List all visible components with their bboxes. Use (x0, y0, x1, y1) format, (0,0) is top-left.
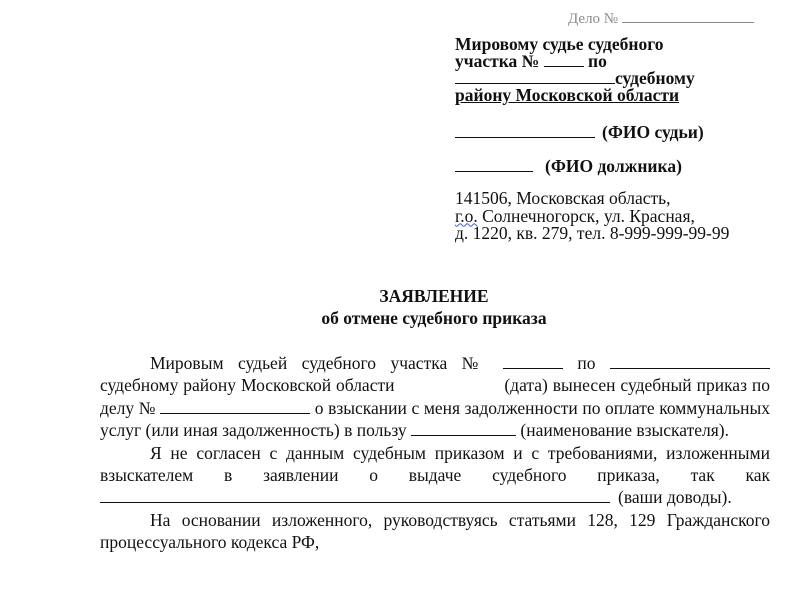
case-number-body-blank[interactable] (160, 399, 310, 414)
p1-date-text: (дата) вынесен судебный приказ по делу № (100, 375, 771, 418)
judge-name-blank[interactable] (455, 124, 595, 138)
judge-name-label: (ФИО судьи) (602, 122, 704, 142)
court-number-blank[interactable] (503, 354, 563, 369)
p2-arguments-label: (ваши доводы). (618, 487, 732, 508)
debtor-name-label: (ФИО должника) (545, 156, 682, 176)
addressee-area-suffix: судебному (615, 68, 695, 88)
judicial-area-blank[interactable] (455, 70, 615, 84)
document-body (100, 352, 770, 554)
p2-disagree-text: Я не согласен с данным судебным приказом и с требованиями, изложенными взыскателем в заявлении о выдаче судебного приказа, так как (100, 442, 770, 486)
p1-claimant-label: (наименование взыскателя). (520, 420, 730, 441)
address-line-1: 141506, Московская область, (455, 188, 671, 208)
debtor-name-line (455, 156, 682, 177)
document-subtitle: об отмене судебного приказа (321, 308, 547, 328)
debtor-address (455, 190, 729, 243)
addressee-line-4: району Московской области (455, 85, 680, 105)
addressee-line-1: Мировому судье судебного (455, 34, 664, 54)
p1-region-text: судебному району Московской области (100, 375, 395, 396)
court-area-blank[interactable] (610, 354, 770, 369)
address-city: Солнечногорск, ул. Красная, (477, 205, 695, 226)
addressee-district-prefix: участка № (455, 51, 540, 71)
addressee-district-suffix: по (588, 51, 607, 71)
case-number-blank[interactable] (622, 9, 754, 23)
addressee-block (455, 36, 785, 104)
p1-by-text: по (577, 353, 596, 373)
address-go-abbrev: г.о. (455, 205, 478, 226)
paragraph-3 (100, 509, 770, 554)
p1-court-text: Мировым судьей судебного участка № (150, 353, 489, 373)
address-line-3: д. 1220, кв. 279, тел. 8-999-999-99-99 (455, 223, 730, 243)
arguments-blank[interactable] (100, 488, 610, 503)
p3-basis-text: На основании изложенного, руководствуясь статьями 128, 129 Гражданского процессуального кодекса РФ, (100, 509, 770, 553)
case-number-label: Дело № (568, 11, 619, 27)
judge-name-line (455, 122, 704, 143)
paragraph-1 (100, 352, 770, 442)
order-date-blank[interactable] (399, 377, 499, 391)
case-number (568, 9, 754, 28)
debtor-name-blank[interactable] (455, 158, 533, 172)
document-title: ЗАЯВЛЕНИЕ (379, 286, 489, 306)
district-number-blank[interactable] (544, 53, 584, 67)
paragraph-2 (100, 442, 770, 509)
claimant-name-blank[interactable] (411, 421, 516, 436)
p1-debt-text: о взыскании с меня задолженности по оплате коммунальных услуг (или иная задолженность) в пользу (100, 397, 771, 441)
